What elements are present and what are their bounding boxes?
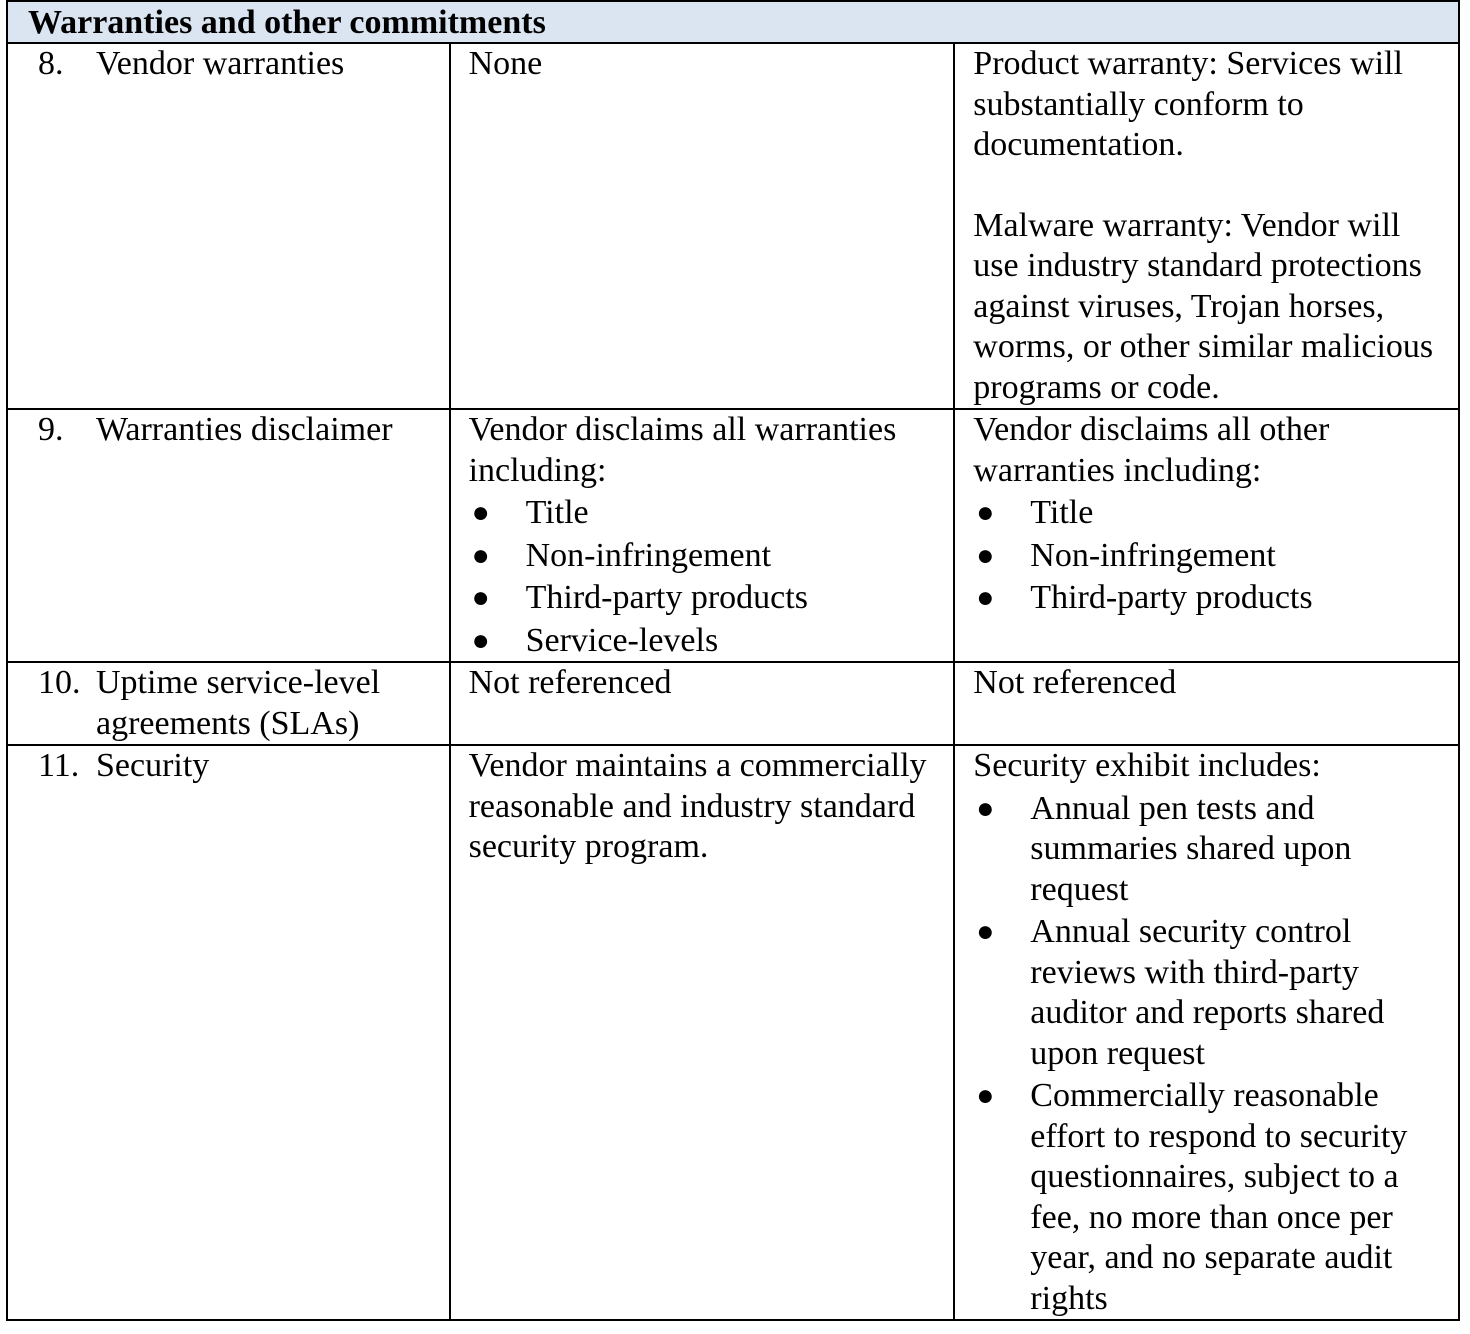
- bullet-icon: ●: [471, 581, 490, 614]
- column-2-cell: [450, 43, 955, 409]
- list-item: ● Title: [973, 493, 1454, 534]
- list-item: ● Third-party products: [469, 578, 950, 619]
- item-cell: [7, 409, 450, 662]
- table-row: [7, 409, 1459, 662]
- bullet-list: [973, 493, 1454, 619]
- column-3-cell: [954, 43, 1459, 409]
- bullet-list: [469, 493, 950, 661]
- bullet-icon: ●: [471, 623, 490, 657]
- list-item: ● Annual security control reviews with third-party auditor and reports shared upon request: [973, 912, 1454, 1074]
- bullet-icon: ●: [471, 538, 490, 572]
- list-item: ● Non-infringement: [469, 536, 950, 577]
- cell-text: Not referenced: [468, 664, 672, 701]
- cell-intro: Vendor disclaims all other warranties including:: [973, 411, 1330, 489]
- item-cell: [7, 745, 450, 1320]
- section-header-row: [7, 1, 1459, 43]
- cell-intro: Security exhibit includes:: [973, 747, 1321, 784]
- item-cell: [7, 43, 450, 409]
- table-row: [7, 662, 1459, 745]
- column-2-cell: [450, 662, 955, 745]
- cell-text: Not referenced: [973, 664, 1177, 701]
- column-2-cell: [450, 745, 955, 1320]
- table-row: [7, 745, 1459, 1320]
- section-title: Warranties and other commitments: [7, 1, 1459, 43]
- item-number: 8.: [38, 45, 64, 82]
- list-item: ● Service-levels: [469, 621, 950, 662]
- column-3-cell: [954, 409, 1459, 662]
- column-3-cell: [954, 745, 1459, 1320]
- bullet-icon: ●: [976, 581, 995, 614]
- cell-paragraph: Product warranty: Services will substantially conform to documentation.: [973, 45, 1403, 163]
- warranties-table: [6, 0, 1460, 1321]
- item-number: 10.: [38, 664, 81, 701]
- item-label: Security: [96, 747, 210, 784]
- bullet-list: [973, 789, 1454, 1320]
- cell-text: Vendor maintains a commercially reasonable and industry standard security program.: [468, 747, 927, 865]
- list-item: ● Title: [469, 493, 950, 534]
- item-cell: [7, 662, 450, 745]
- column-2-cell: [450, 409, 955, 662]
- item-label: Warranties disclaimer: [96, 411, 393, 448]
- table-row: [7, 43, 1459, 409]
- cell-intro: Vendor disclaims all warranties including:: [468, 411, 897, 489]
- bullet-icon: ●: [976, 915, 995, 948]
- cell-paragraph: Malware warranty: Vendor will use industry standard protections against viruses, Trojan horses, worms, or other similar malicious programs or code.: [973, 206, 1434, 406]
- list-item: ● Annual pen tests and summaries shared upon request: [973, 789, 1454, 911]
- bullet-icon: ●: [976, 538, 995, 572]
- item-label: Vendor warranties: [96, 45, 345, 82]
- bullet-icon: ●: [976, 496, 995, 529]
- bullet-icon: ●: [976, 1079, 995, 1112]
- cell-text: None: [468, 45, 543, 82]
- list-item: ● Commercially reasonable effort to respond to security questionnaires, subject to a fee, no more than once per year, and no separate audit rights: [973, 1076, 1454, 1319]
- item-label: Uptime service-level agreements (SLAs): [96, 664, 381, 742]
- item-number: 9.: [38, 411, 64, 448]
- bullet-icon: ●: [976, 791, 995, 825]
- item-number: 11.: [38, 747, 80, 784]
- column-3-cell: [954, 662, 1459, 745]
- list-item: ● Non-infringement: [973, 536, 1454, 577]
- bullet-icon: ●: [471, 496, 490, 529]
- list-item: ● Third-party products: [973, 578, 1454, 619]
